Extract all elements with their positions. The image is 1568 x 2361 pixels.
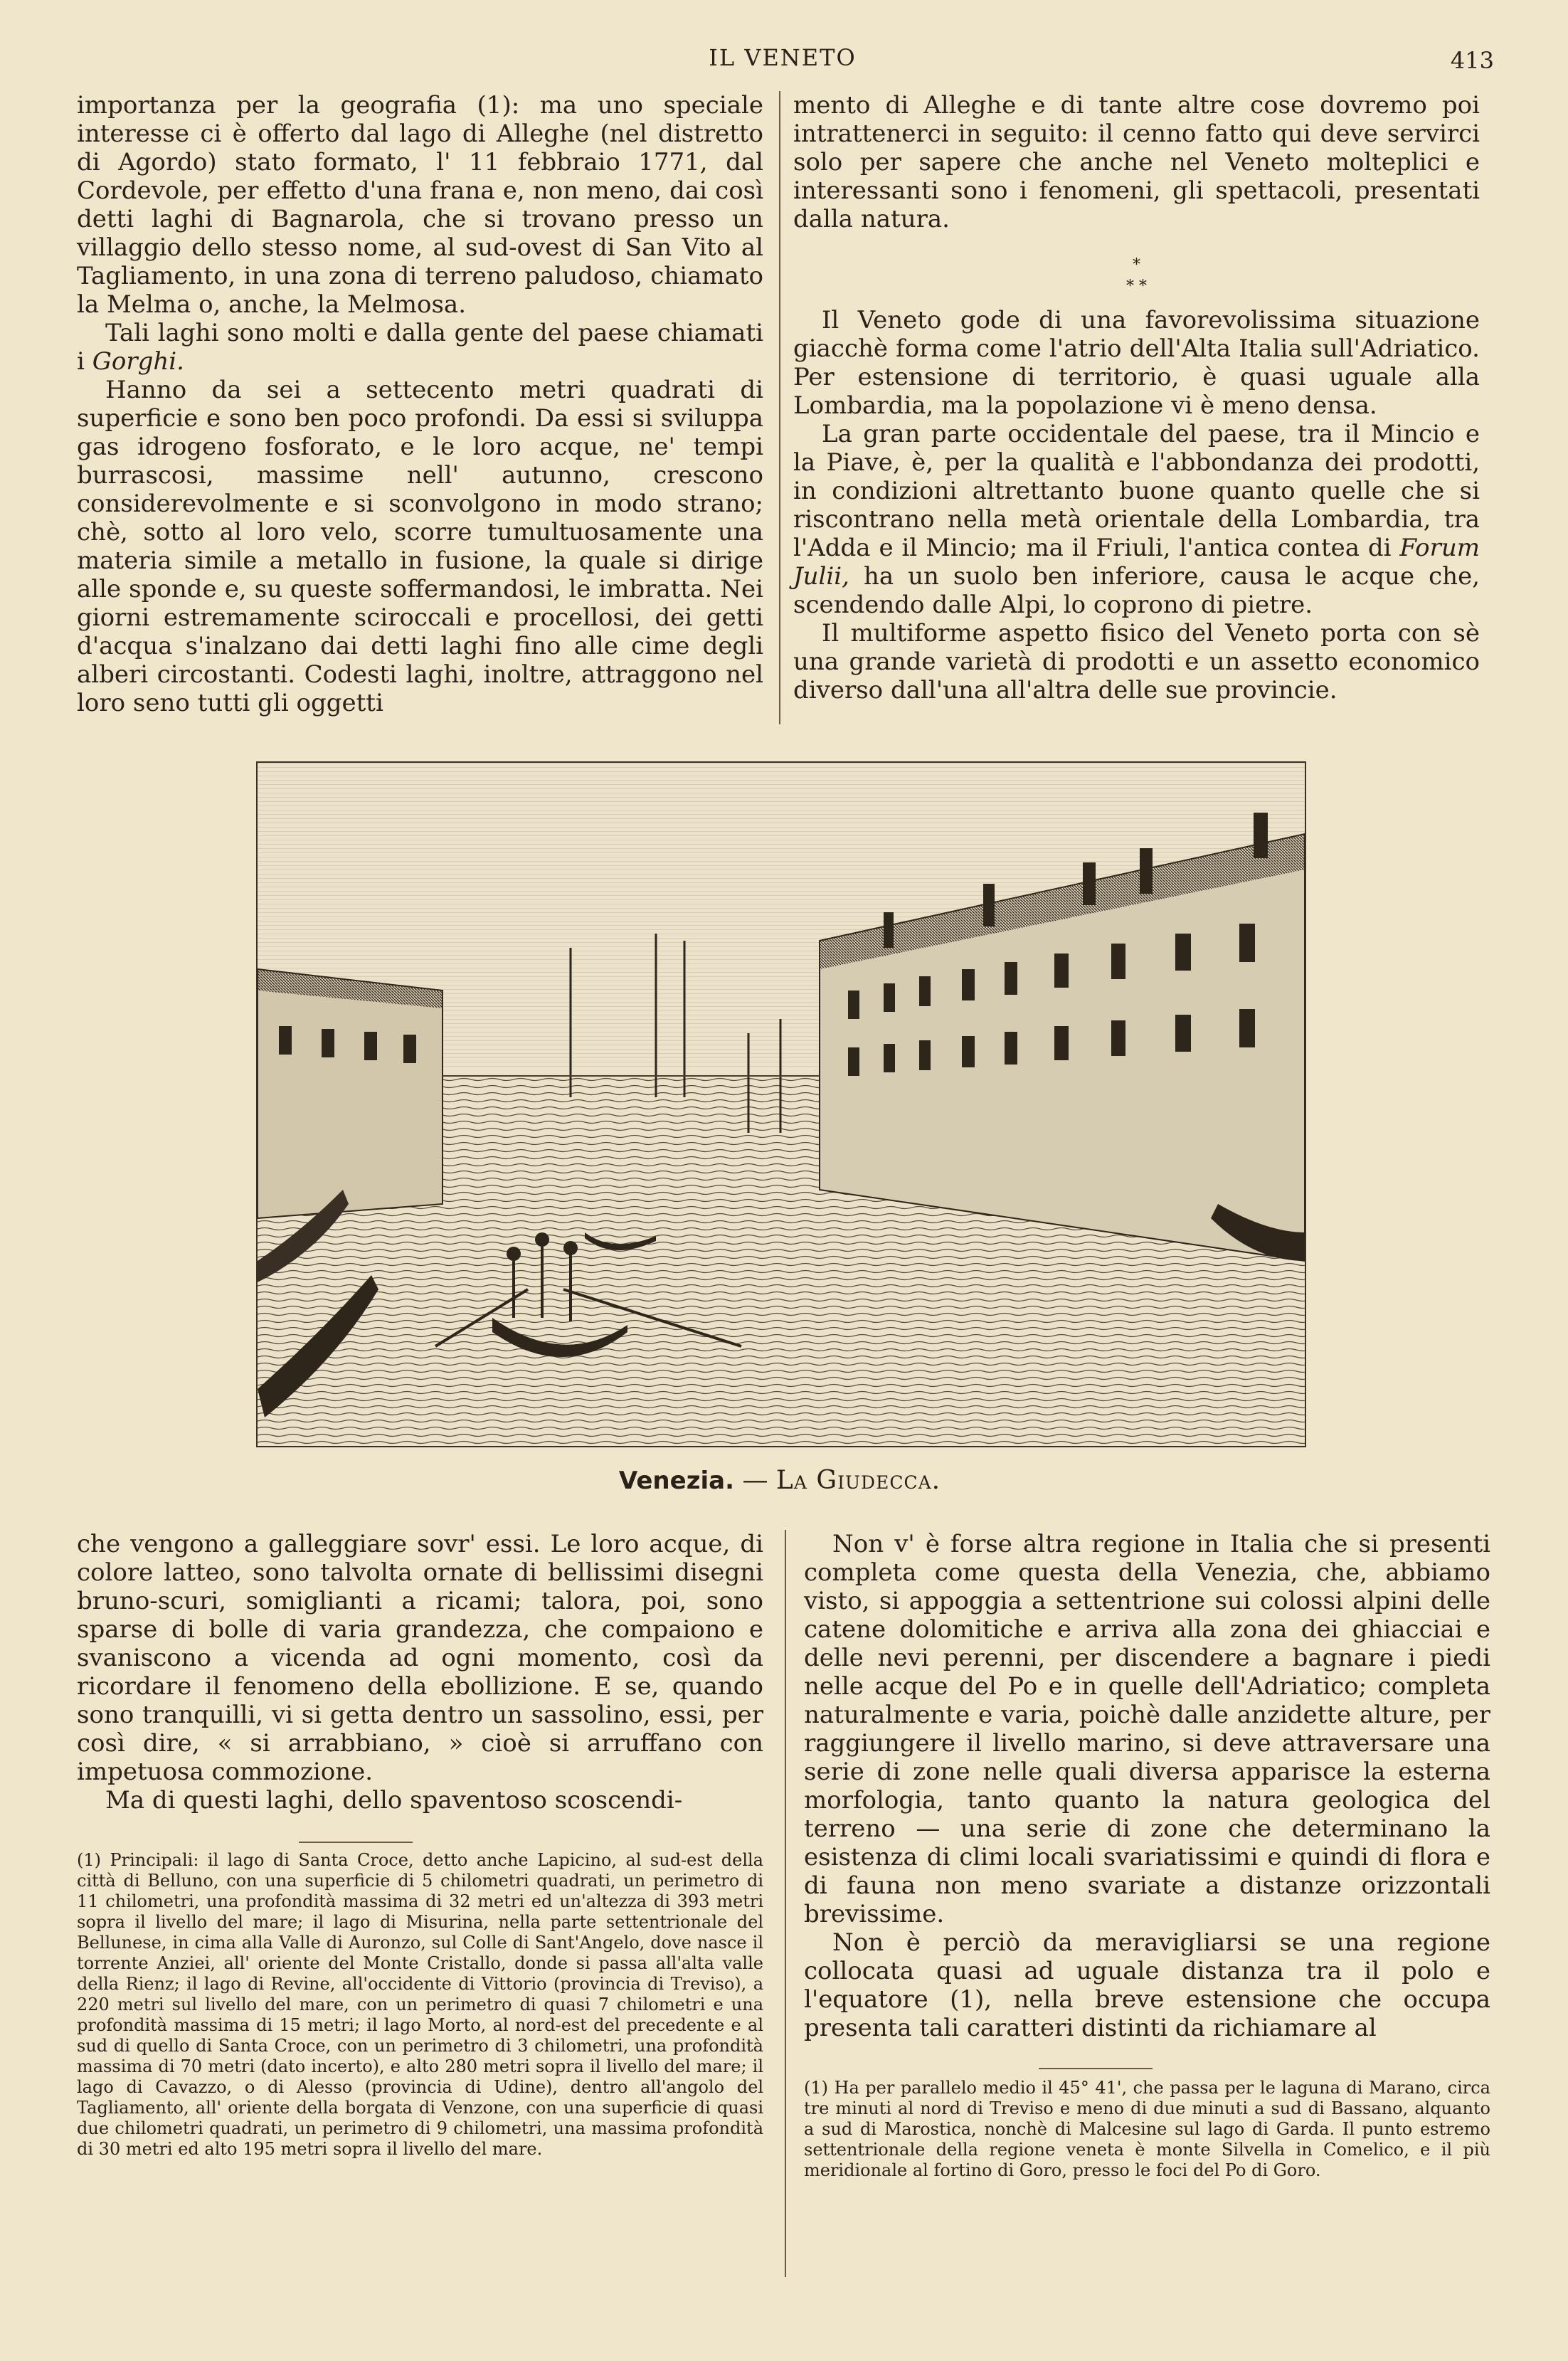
paragraph: mento di Alleghe e di tante altre cose dovremo poi intrattenerci in seguito: il cenno fatto qui deve servirci solo per sapere che anche nel Veneto molteplici e interessanti sono i fenomeni, gli spettacoli, presentati dalla natura. — [793, 91, 1480, 233]
asterisk-bottom: * * — [1126, 278, 1147, 295]
paragraph: Il Veneto gode di una favorevolissima situazione giacchè forma come l'atrio dell'Alta Italia sull'Adriatico. Per estensione di territorio, è quasi uguale alla Lombardia, ma la popolazione vi è meno densa. — [793, 306, 1480, 420]
paragraph: che vengono a galleggiare sovr' essi. Le loro acque, di colore latteo, sono talvolta ornate di bellissimi disegni bruno-scuri, somiglianti a ricami; talora, poi, sono sparse di bolle di varia grandezza, che compaiono e svaniscono a vicenda ad ogni momento, così da ricordare il fenomeno della ebollizione. E se, quando sono tranquilli, vi si getta dentro un sassolino, essi, per così dire, « si arrabbiano, » cioè si arruffano con impetuosa commozione. — [77, 1530, 763, 1786]
footnote-rule — [1039, 2068, 1153, 2069]
column-divider — [779, 91, 780, 724]
engraving-venezia-giudecca — [256, 761, 1306, 1447]
text-span: Tali laghi sono molti e dalla gente del paese chiamati i — [77, 319, 763, 376]
text-span: ha un suolo ben inferiore, causa le acque che, scendendo dalle Alpi, lo coprono di pietre. — [793, 562, 1480, 619]
column-bottom-left — [77, 1530, 763, 1815]
footnote-right: (1) Ha per parallelo medio il 45° 41', che passa per le laguna di Marano, circa tre minuti al nord di Treviso e meno di due minuti a sud di Bassano, alquanto a sud di Marostica, nonchè di Malcesine sul lago di Garda. Il punto estremo settentrionale della regione veneta è monte Silvella in Comelico, e il più meridionale al fortino di Goro, presso le foci del Po di Goro. — [804, 2078, 1490, 2180]
paragraph: Non v' è forse altra regione in Italia che si presenti completa come questa della Venezia, che, abbiamo visto, si appoggia a settentrione sui colossi alpini delle catene dolomitiche e arriva alla zona dei ghiacciai e delle nevi perenni, per discendere a bagnare i piedi nelle acque del Po e in quelle dell'Adriatico; completa naturalmente e varia, poichè dalle anzidette alture, per raggiungere il livello marino, si deve attraversare una serie di zone nelle quali diversa apparisce la esterna morfologia, tanto quanto la natura geologica del terreno — una serie di zone che determinano la esistenza di climi locali svariatissimi e quindi di flora e di fauna non meno svariate a distanze orizzontali brevissime. — [804, 1530, 1490, 1928]
asterisk-top: * — [1133, 256, 1140, 274]
caption-dash: — — [742, 1466, 768, 1495]
text-span: La gran parte occidentale del paese, tra il Mincio e la Piave, è, per la qualità e l'abbondanza dei prodotti, in condizioni altrettanto buone quanto quelle che si riscontrano nella metà orientale della Lombardia, tra l'Adda e il Mincio; ma il Friuli, l'antica contea di — [793, 420, 1480, 562]
paragraph: Ma di questi laghi, dello spaventoso scoscendi- — [105, 1786, 683, 1815]
paragraph: Hanno da sei a settecento metri quadrati di superficie e sono ben poco profondi. Da essi si sviluppa gas idrogeno fosforato, e le loro acque, ne' tempi burrascosi, massime nell' autunno, crescono considerevolmente e si sconvolgono in modo strano; chè, sotto al loro velo, scorre tumultuosamente una materia simile a metallo in fusione, la quale si dirige alle sponde e, su queste soffermandosi, le imbratta. Nei giorni estremamente sciroccali e procellosi, dei getti d'acqua s'inalzano dai detti laghi fino alle cime degli alberi circostanti. Codesti laghi, inoltre, attraggono nel loro seno tutti gli oggetti — [77, 376, 763, 717]
section-break-asterisks — [793, 255, 1480, 297]
footnote-left: (1) Principali: il lago di Santa Croce, detto anche Lapicino, al sud-est della città di Belluno, con una superficie di 5 chilometri quadrati, un perimetro di 11 chilometri, una profondità massima di 32 metri ed un'altezza di 393 metri sopra il livello del mare; il lago di Misurina, nella parte settentrionale del Bellunese, in cima alla Valle di Auronzo, sul Colle di Sant'Angelo, dove nasce il torrente Anziei, all' oriente del Monte Cristallo, donde si passa all'alta valle della Rienz; il lago di Revine, all'occidente di Vittorio (provincia di Treviso), a 220 metri sul livello del mare, con un perimetro di quasi 7 chilometri e una profondità massima di 15 metri; il lago Morto, al nord-est del precedente e al sud di quello di Santa Croce, con un perimetro di 3 chilometri, una profondità massima di 70 metri (dato incerto), e alto 280 metri sopra il livello del mare; il lago di Cavazzo, o di Alesso (provincia di Udine), dentro all'angolo del Tagliamento, all' oriente della borgata di Venzone, con una superficie di quasi due chilometri quadrati, un perimetro di 9 chilometri, una massima profondità di 30 metri ed alto 195 metri sopra il livello del mare. — [77, 1850, 763, 2159]
footnote-rule — [299, 1842, 413, 1843]
caption-place: Venezia. — [618, 1467, 735, 1495]
page-number: 413 — [1450, 47, 1494, 74]
paragraph: importanza per la geografia (1): ma uno speciale interesse ci è offerto dal lago di Alleghe (nel distretto di Agordo) stato formato, l' 11 febbraio 1771, dal Cordevole, per effetto d'una frana e, non meno, dai così detti laghi di Bagnarola, che si trovano presso un villaggio dello stesso nome, al sud-ovest di San Vito al Tagliamento, in una zona di terreno paludoso, chiamato la Melma o, anche, la Melmosa. — [77, 91, 763, 319]
italic-term: Gorghi. — [92, 347, 184, 376]
paragraph — [77, 319, 763, 376]
column-top-left — [77, 91, 763, 717]
caption-subject: La Giudecca. — [775, 1466, 941, 1495]
italic-term: Forum Julii, — [793, 534, 1480, 591]
column-bottom-right — [804, 1530, 1490, 2042]
column-top-right — [793, 91, 1480, 704]
column-divider — [785, 1530, 786, 2277]
running-title: IL VENETO — [709, 44, 857, 71]
paragraph: Il multiforme aspetto fisico del Veneto porta con sè una grande varietà di prodotti e un assetto economico diverso dall'una all'altra delle sue provincie. — [793, 619, 1480, 704]
paragraph — [793, 420, 1480, 619]
figure-caption — [256, 1466, 1303, 1495]
paragraph: Non è perciò da meravigliarsi se una regione collocata quasi ad uguale distanza tra il polo e l'equatore (1), nella breve estensione che occupa presenta tali caratteri distinti da richiamare al — [804, 1928, 1490, 2042]
engraving-illustration — [258, 763, 1305, 1446]
